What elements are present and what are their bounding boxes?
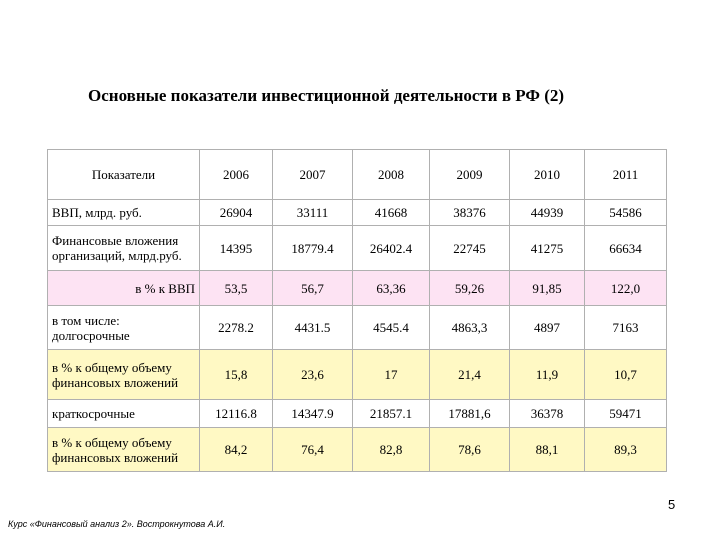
cell-gdp-2011: 54586: [585, 200, 667, 226]
table-row-long-term: [48, 306, 667, 350]
cell-pctgdp-2007: 56,7: [273, 271, 353, 306]
cell-fin-2007: 18779.4: [273, 226, 353, 271]
cell-gdp-2007: 33111: [273, 200, 353, 226]
cell-short-2009: 17881,6: [430, 400, 510, 428]
cell-shortpct-2008: 82,8: [353, 428, 430, 472]
table-row-long-term-pct: [48, 350, 667, 400]
cell-fin-2006: 14395: [200, 226, 273, 271]
page-number: 5: [668, 497, 676, 512]
row-label-short-term-pct: в % к общему объему финансовых вложений: [48, 428, 200, 472]
cell-longpct-2011: 10,7: [585, 350, 667, 400]
year-2007: 2007: [273, 150, 353, 200]
cell-long-2009: 4863,3: [430, 306, 510, 350]
cell-gdp-2008: 41668: [353, 200, 430, 226]
cell-long-2010: 4897: [510, 306, 585, 350]
cell-pctgdp-2008: 63,36: [353, 271, 430, 306]
cell-fin-2009: 22745: [430, 226, 510, 271]
cell-shortpct-2007: 76,4: [273, 428, 353, 472]
cell-long-2011: 7163: [585, 306, 667, 350]
header-row: [48, 150, 667, 200]
cell-shortpct-2010: 88,1: [510, 428, 585, 472]
cell-gdp-2006: 26904: [200, 200, 273, 226]
table-row-gdp: [48, 200, 667, 226]
cell-longpct-2007: 23,6: [273, 350, 353, 400]
row-label-long-term: в том числе: долгосрочные: [48, 306, 200, 350]
header-label: Показатели: [48, 150, 200, 200]
cell-shortpct-2011: 89,3: [585, 428, 667, 472]
cell-long-2008: 4545.4: [353, 306, 430, 350]
year-2009: 2009: [430, 150, 510, 200]
year-2008: 2008: [353, 150, 430, 200]
cell-shortpct-2006: 84,2: [200, 428, 273, 472]
row-label-pct-gdp: в % к ВВП: [48, 271, 200, 306]
table-row-fin-investments: [48, 226, 667, 271]
cell-fin-2011: 66634: [585, 226, 667, 271]
cell-fin-2010: 41275: [510, 226, 585, 271]
cell-short-2011: 59471: [585, 400, 667, 428]
cell-short-2008: 21857.1: [353, 400, 430, 428]
cell-long-2006: 2278.2: [200, 306, 273, 350]
cell-short-2010: 36378: [510, 400, 585, 428]
cell-longpct-2010: 11,9: [510, 350, 585, 400]
cell-pctgdp-2006: 53,5: [200, 271, 273, 306]
cell-long-2007: 4431.5: [273, 306, 353, 350]
slide-title: Основные показатели инвестиционной деятельности в РФ (2): [88, 86, 565, 105]
cell-gdp-2010: 44939: [510, 200, 585, 226]
cell-longpct-2006: 15,8: [200, 350, 273, 400]
table-row-short-term: [48, 400, 667, 428]
footer-credit: Курс «Финансовый анализ 2». Вострокнутова А.И.: [8, 519, 226, 529]
row-label-gdp: ВВП, млрд. руб.: [48, 200, 200, 226]
cell-pctgdp-2010: 91,85: [510, 271, 585, 306]
table-row-pct-gdp: [48, 271, 667, 306]
cell-short-2007: 14347.9: [273, 400, 353, 428]
cell-longpct-2008: 17: [353, 350, 430, 400]
cell-longpct-2009: 21,4: [430, 350, 510, 400]
cell-fin-2008: 26402.4: [353, 226, 430, 271]
cell-shortpct-2009: 78,6: [430, 428, 510, 472]
cell-pctgdp-2011: 122,0: [585, 271, 667, 306]
row-label-fin-investments: Финансовые вложения организаций, млрд.руб.: [48, 226, 200, 271]
year-2010: 2010: [510, 150, 585, 200]
cell-pctgdp-2009: 59,26: [430, 271, 510, 306]
row-label-long-term-pct: в % к общему объему финансовых вложений: [48, 350, 200, 400]
table-row-short-term-pct: [48, 428, 667, 472]
row-label-short-term: краткосрочные: [48, 400, 200, 428]
year-2006: 2006: [200, 150, 273, 200]
cell-gdp-2009: 38376: [430, 200, 510, 226]
year-2011: 2011: [585, 150, 667, 200]
investment-table: [47, 149, 667, 472]
cell-short-2006: 12116.8: [200, 400, 273, 428]
